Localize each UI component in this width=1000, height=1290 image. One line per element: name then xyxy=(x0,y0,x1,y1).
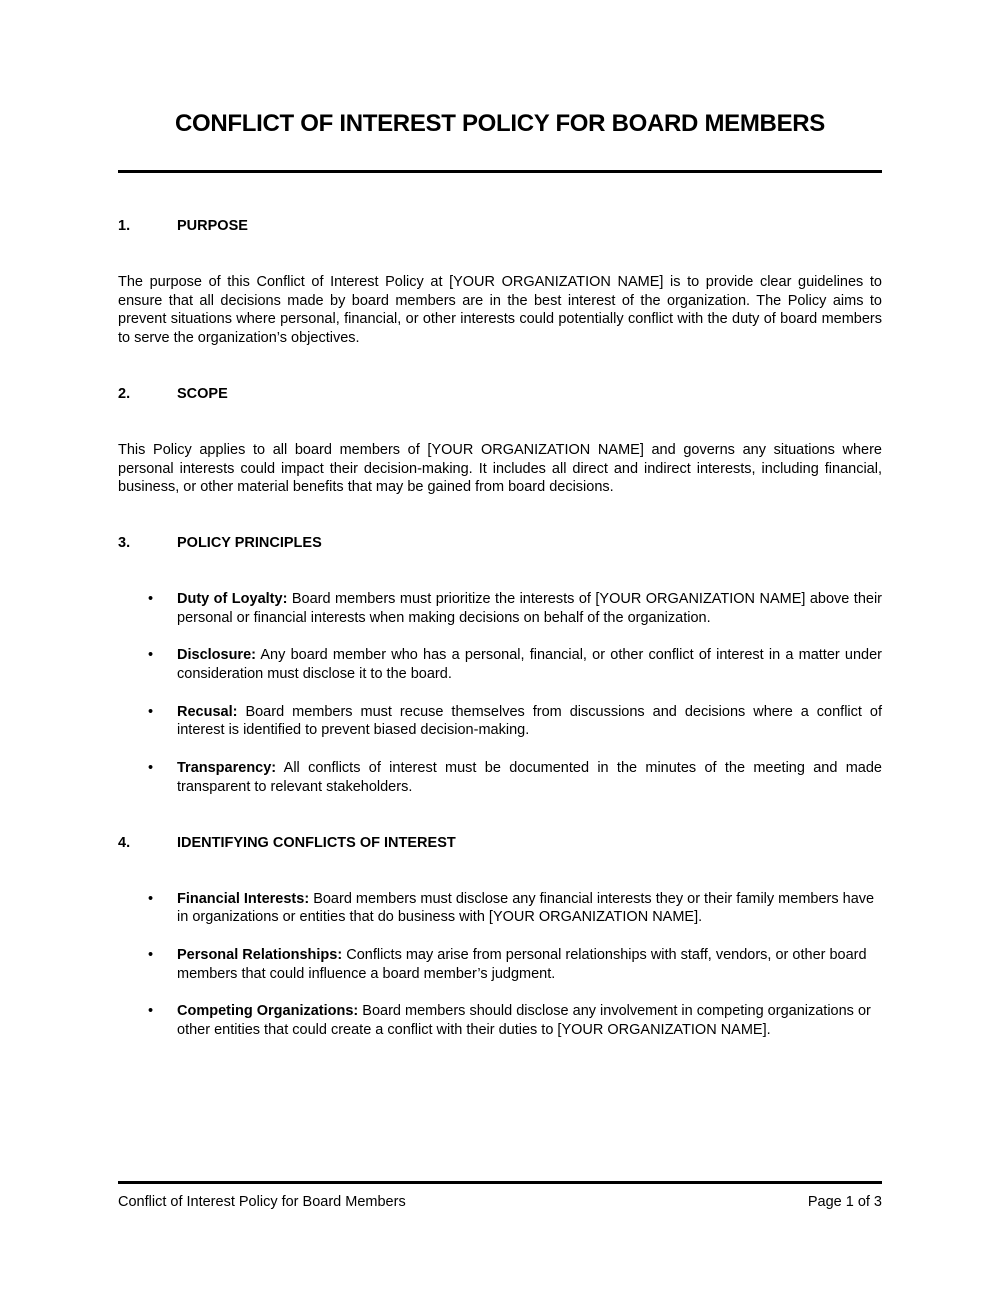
bullet-label: Recusal: xyxy=(177,703,238,720)
bullet-description: Board members must recuse themselves from discussions and decisions where a conflict of interest is identified to prevent biased decision-making. xyxy=(177,703,882,739)
bullet-icon: • xyxy=(148,946,154,963)
page-footer xyxy=(118,1181,882,1211)
bullet-text xyxy=(177,590,882,627)
bullet-description: Board members should disclose any involvement in competing organizations or other entities that could create a conflict with their duties to [YOUR ORGANIZATION NAME]. xyxy=(177,1003,871,1039)
document-title: CONFLICT OF INTEREST POLICY FOR BOARD MEMBERS xyxy=(174,110,826,137)
bullet-description: Board members must prioritize the interests of [YOUR ORGANIZATION NAME] above their personal or financial interests when making decisions on behalf of the organization. xyxy=(177,590,883,626)
section-number: 2. xyxy=(118,385,131,402)
title-rule xyxy=(118,170,882,173)
bullet-label: Financial Interests: xyxy=(177,890,310,907)
bullet-label: Competing Organizations: xyxy=(177,1003,359,1020)
section-heading-identifying-conflicts xyxy=(118,834,882,853)
bullet-item-recusal xyxy=(118,703,882,740)
bullet-label: Personal Relationships: xyxy=(177,946,343,963)
section-heading-scope xyxy=(118,385,882,404)
bullet-text xyxy=(177,946,882,983)
section-heading-policy-principles xyxy=(118,534,882,553)
bullet-label: Disclosure: xyxy=(177,647,256,664)
bullet-description: All conflicts of interest must be documented in the minutes of the meeting and made transparent to relevant stakeholders. xyxy=(177,760,882,795)
section-title: POLICY PRINCIPLES xyxy=(177,534,322,551)
section-number: 4. xyxy=(118,834,131,851)
bullet-icon: • xyxy=(148,890,154,907)
footer-document-title: Conflict of Interest Policy for Board Members xyxy=(118,1194,406,1210)
bullet-item-transparency xyxy=(118,759,882,796)
bullet-item-duty-of-loyalty xyxy=(118,590,882,627)
footer-page-number: Page 1 of 3 xyxy=(807,1194,882,1210)
section-title: IDENTIFYING CONFLICTS OF INTEREST xyxy=(177,834,456,851)
section-title: PURPOSE xyxy=(177,218,248,234)
bullet-text xyxy=(177,703,882,740)
bullet-description: Any board member who has a personal, financial, or other conflict of interest in a matter under consideration must disclose it to the board. xyxy=(177,647,882,683)
bullet-description: Conflicts may arise from personal relationships with staff, vendors, or other board members that could influence a board member’s judgment. xyxy=(177,946,867,982)
bullet-item-financial-interests xyxy=(118,890,882,927)
section-title: SCOPE xyxy=(177,385,228,402)
section-heading-purpose xyxy=(118,217,882,236)
bullet-label: Duty of Loyalty: xyxy=(177,590,288,607)
paragraph-scope: This Policy applies to all board members of [YOUR ORGANIZATION NAME] and governs any situations where personal interests could impact their decision-making. It includes all direct and indirect interests, including financial, business, or other material benefits that may be gained from board decisions. xyxy=(118,441,882,496)
bullet-icon: • xyxy=(148,647,154,664)
section-number: 1. xyxy=(118,218,131,234)
bullet-text xyxy=(177,890,882,927)
bullet-icon: • xyxy=(148,1003,154,1020)
bullet-item-disclosure xyxy=(118,646,882,683)
bullet-icon: • xyxy=(148,760,154,777)
bullet-description: Board members must disclose any financial interests they or their family members have in organizations or entities that do business with [YOUR ORGANIZATION NAME]. xyxy=(177,890,875,926)
bullet-text xyxy=(177,759,882,796)
bullet-icon: • xyxy=(148,703,154,720)
bullet-label: Transparency: xyxy=(177,760,277,777)
bullet-icon: • xyxy=(148,590,154,607)
bullet-item-personal-relationships xyxy=(118,946,882,983)
paragraph-purpose: The purpose of this Conflict of Interest Policy at [YOUR ORGANIZATION NAME] is to provide clear guidelines to ensure that all decisions made by board members are in the best interest of the organization. The Policy aims to prevent situations where personal, financial, or other interests could potentially conflict with the duty of board members to serve the organization’s objectives. xyxy=(118,274,882,347)
bullet-text xyxy=(177,646,882,683)
bullet-text xyxy=(177,1002,882,1039)
bullet-item-competing-organizations xyxy=(118,1002,882,1039)
section-number: 3. xyxy=(118,534,131,551)
